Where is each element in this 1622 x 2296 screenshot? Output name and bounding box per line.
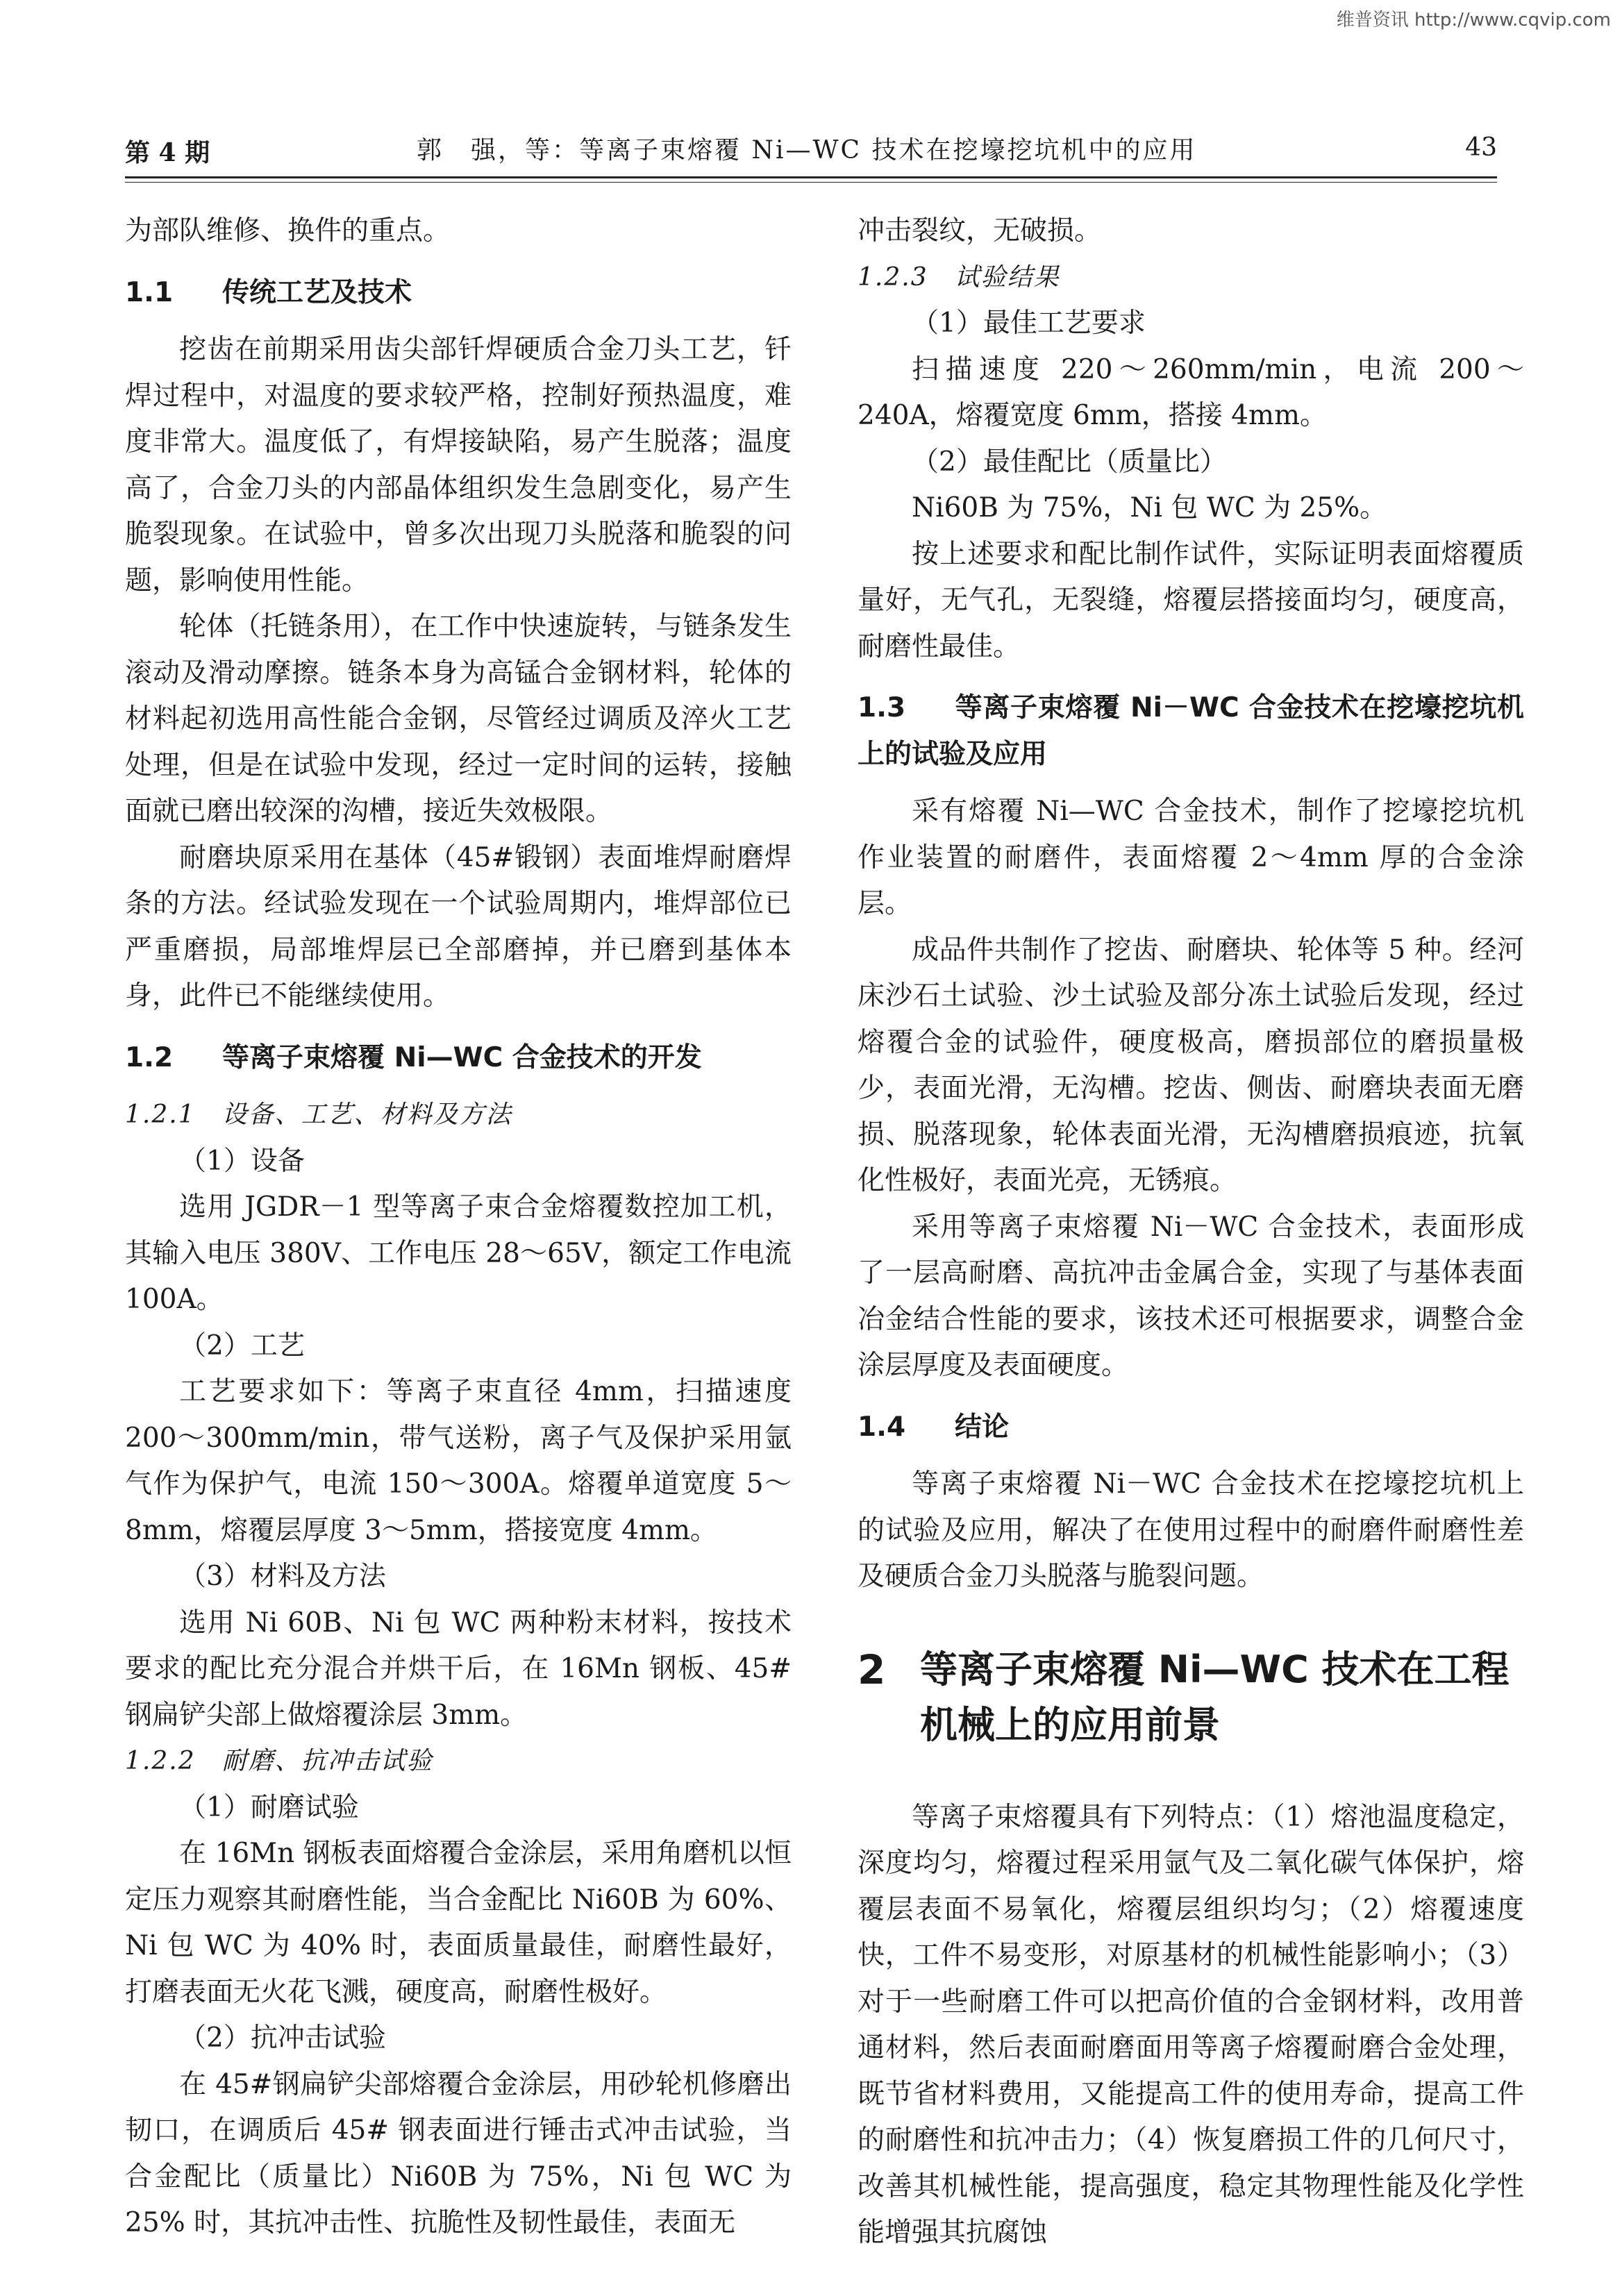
paragraph: 成品件共制作了挖齿、耐磨块、轮体等 5 种。经河床沙石土试验、沙土试验及部分冻土试验后发现，经过熔覆合金的试验件，硬度极高，磨损部位的磨损量极少，表面光滑，无沟槽。挖齿、侧齿、耐磨块表面无磨损、脱落现象，轮体表面光滑，无沟槽磨损痕迹，抗氧化性极好，表面光亮，无锈痕。 bbox=[858, 934, 1524, 1196]
paragraph: 在 16Mn 钢板表面熔覆合金涂层，采用角磨机以恒定压力观察其耐磨性能，当合金配比 Ni60B 为 60%、Ni 包 WC 为 40% 时，表面质量最佳，耐磨性最好，打磨表面无火花飞溅，硬度高，耐磨性极好。 bbox=[125, 1838, 792, 2008]
paragraph: 为部队维修、换件的重点。 bbox=[125, 215, 451, 246]
paragraph: 冲击裂纹，无破损。 bbox=[858, 215, 1102, 246]
right-column bbox=[858, 208, 1524, 2256]
paragraph: 挖齿在前期采用齿尖部钎焊硬质合金刀头工艺，钎焊过程中，对温度的要求较严格，控制好预热温度，难度非常大。温度低了，有焊接缺陷，易产生脱落；温度高了，合金刀头的内部晶体组织发生急剧变化，易产生脆裂现象。在试验中，曾多次出现刀头脱落和脆裂的问题，影响使用性能。 bbox=[125, 334, 792, 596]
section-title: 传统工艺及技术 bbox=[222, 276, 412, 308]
item-heading: （2）抗冲击试验 bbox=[179, 2022, 386, 2054]
item-heading: （3）材料及方法 bbox=[179, 1561, 386, 1592]
section-heading-1-3 bbox=[858, 685, 1524, 778]
page-number: 43 bbox=[1465, 133, 1497, 162]
item-heading: （1）耐磨试验 bbox=[179, 1791, 359, 1823]
section-title: 等离子束熔覆 Ni－WC 合金技术在挖壕挖坑机上的试验及应用 bbox=[858, 692, 1524, 770]
watermark-text: 维普资讯 http://www.cqvip.com bbox=[1336, 10, 1611, 31]
item-heading: （2）工艺 bbox=[179, 1330, 305, 1361]
paragraph: 采用等离子束熔覆 Ni－WC 合金技术，表面形成了一层高耐磨、高抗冲击金属合金，实现了与基体表面冶金结合性能的要求，该技术还可根据要求，调整合金涂层厚度及表面硬度。 bbox=[858, 1211, 1524, 1381]
section-number: 2 bbox=[858, 1645, 886, 1693]
section-heading-1-2 bbox=[125, 1035, 792, 1082]
item-heading: （1）最佳工艺要求 bbox=[912, 308, 1146, 339]
paragraph: 选用 Ni 60B、Ni 包 WC 两种粉末材料，按技术要求的配比充分混合并烘干后，在 16Mn 钢板、45#钢扁铲尖部上做熔覆涂层 3mm。 bbox=[125, 1607, 792, 1731]
section-number: 1.4 bbox=[858, 1411, 906, 1443]
section-heading-1-4 bbox=[858, 1405, 1524, 1451]
paragraph: 扫描速度 220～260mm/min，电流 200～240A，熔覆宽度 6mm，搭接 4mm。 bbox=[858, 353, 1524, 431]
paragraph: Ni60B 为 75%，Ni 包 WC 为 25%。 bbox=[912, 492, 1387, 523]
section-heading-2 bbox=[858, 1642, 1524, 1753]
subsection-heading-1-2-3: 1.2.3 试验结果 bbox=[858, 262, 1060, 292]
section-title: 等离子束熔覆 Ni—WC 技术在工程机械上的应用前景 bbox=[920, 1647, 1510, 1747]
issue-number: 第 4 期 bbox=[125, 138, 210, 167]
running-header bbox=[125, 125, 1497, 181]
paragraph: 按上述要求和配比制作试件，实际证明表面熔覆质量好，无气孔，无裂缝，熔覆层搭接面均匀，硬度高，耐磨性最佳。 bbox=[858, 538, 1524, 662]
section-heading-1-1 bbox=[125, 270, 792, 317]
left-column bbox=[125, 208, 792, 2247]
subsection-heading-1-2-2: 1.2.2 耐磨、抗冲击试验 bbox=[125, 1747, 433, 1775]
paragraph: 工艺要求如下：等离子束直径 4mm，扫描速度 200～300mm/min，带气送粉，离子气及保护采用氩气作为保护气，电流 150～300A。熔覆单道宽度 5～8mm，熔覆层厚度 3～5mm，搭接宽度 4mm。 bbox=[125, 1376, 792, 1546]
header-rule-thin bbox=[125, 182, 1497, 183]
paragraph: 采有熔覆 Ni—WC 合金技术，制作了挖壕挖坑机作业装置的耐磨件，表面熔覆 2～4mm 厚的合金涂层。 bbox=[858, 796, 1524, 919]
subsection-heading-1-2-1: 1.2.1 设备、工艺、材料及方法 bbox=[125, 1100, 512, 1129]
paragraph: 等离子束熔覆 Ni－WC 合金技术在挖壕挖坑机上的试验及应用，解决了在使用过程中的耐磨件耐磨性差及硬质合金刀头脱落与脆裂问题。 bbox=[858, 1468, 1524, 1592]
section-title: 等离子束熔覆 Ni—WC 合金技术的开发 bbox=[222, 1041, 702, 1073]
paragraph: 等离子束熔覆具有下列特点：（1）熔池温度稳定，深度均匀，熔覆过程采用氩气及二氧化碳气体保护，熔覆层表面不易氧化，熔覆层组织均匀；（2）熔覆速度快，工件不易变形，对原基材的机械性能影响小；（3）对于一些耐磨工件可以把高价值的合金钢材料，改用普通材料，然后表面耐磨面用等离子熔覆耐磨合金处理，既节省材料费用，又能提高工件的使用寿命，提高工件的耐磨性和抗冲击力；（4）恢复磨损工件的几何尺寸，改善其机械性能，提高强度，稳定其物理性能及化学性能增强其抗腐蚀 bbox=[858, 1801, 1524, 2248]
item-heading: （2）最佳配比（质量比） bbox=[912, 446, 1227, 478]
item-heading: （1）设备 bbox=[179, 1145, 305, 1177]
header-rule-thick bbox=[125, 176, 1497, 178]
paragraph: 在 45#钢扁铲尖部熔覆合金涂层，用砂轮机修磨出韧口，在调质后 45# 钢表面进行锤击式冲击试验，当合金配比（质量比）Ni60B 为 75%，Ni 包 WC 为 25% 时，其抗冲击性、抗脆性及韧性最佳，表面无 bbox=[125, 2068, 792, 2238]
section-number: 1.1 bbox=[125, 276, 174, 308]
running-title: 郭 强，等：等离子束熔覆 Ni—WC 技术在挖壕挖坑机中的应用 bbox=[417, 136, 1197, 165]
paragraph: 轮体（托链条用），在工作中快速旋转，与链条发生滚动及滑动摩擦。链条本身为高锰合金钢材料，轮体的材料起初选用高性能合金钢，尽管经过调质及淬火工艺处理，但是在试验中发现，经过一定时间的运转，接触面就已磨出较深的沟槽，接近失效极限。 bbox=[125, 611, 792, 827]
section-title: 结论 bbox=[955, 1411, 1010, 1443]
section-number: 1.2 bbox=[125, 1041, 174, 1073]
paragraph: 选用 JGDR－1 型等离子束合金熔覆数控加工机，其输入电压 380V、工作电压 28～65V，额定工作电流 100A。 bbox=[125, 1191, 792, 1315]
section-number: 1.3 bbox=[858, 692, 906, 723]
paragraph: 耐磨块原采用在基体（45#锻钢）表面堆焊耐磨焊条的方法。经试验发现在一个试验周期内，堆焊部位已严重磨损，局部堆焊层已全部磨掉，并已磨到基体本身，此件已不能继续使用。 bbox=[125, 841, 792, 1012]
